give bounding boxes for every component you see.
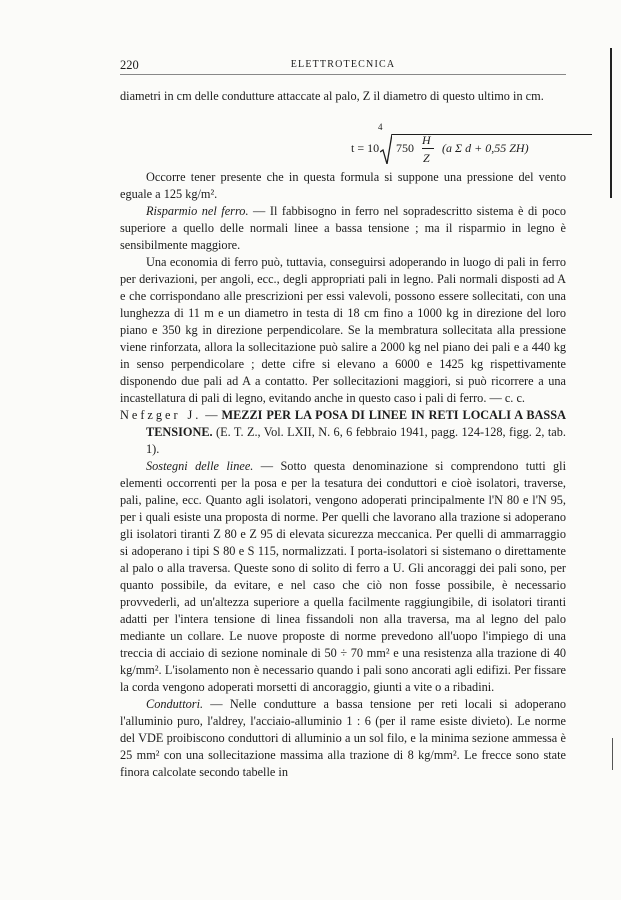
formula-denominator: Z: [423, 151, 430, 165]
page-number: 220: [120, 58, 139, 72]
formula-rest: (a Σ d + 0,55 ZH): [442, 141, 529, 155]
paragraph-sostegni: Sostegni delle linee. — Sotto questa denominazione si comprendono tutti gli elementi occorrenti per la posa e per la tesatura dei conduttori e cioè isolatori, traverse, pali, paline, ecc. Quanto agli isolatori, vengono adoperati principalmente l'N 80 e l'N 95, per i quali esiste una proposta di norme. Per quelli che lavorano alla trazione si adoperano gli isolatori tiranti Z 80 e Z 95 di elevata sicurezza meccanica. Per quelli di ammarraggio si adoperano i tipi S 80 e S 115, normalizzati. I porta-isolatori si sistemano o direttamente al palo o alla traversa. Queste sono di solito di ferro a U. Gli ancoraggi dei pali sono, per quanto possibile, da evitare, e nel caso che ciò non fosse possibile, è necessario provvederli, ad un'altezza superiore a quella facilmente raggiungibile, di isolatori tiranti adatti per l'intera tensione di linea fissandoli non alla traversa, ma al legno del palo mediante un collare. Le nuove proposte di norme prevedono all'uopo l'impiego di una treccia di acciaio di sezione nominale di 50 ÷ 70 mm² e una resistenza alla trazione di 40 kg/mm². L'isolamento non è necessario quando i pali sono ancorati agli edifizi. Per fissare la corda vengono adoperati morsetti di ancoraggio, giunti a vite o a ribadini.: [120, 459, 567, 694]
header-rule: [120, 74, 566, 75]
page-edge-mark: [610, 48, 612, 198]
subhead-sostegni: Sostegni delle linee.: [146, 459, 254, 473]
running-title: ELETTROTECNICA: [290, 59, 396, 70]
radical-sign: [380, 134, 392, 164]
paragraph-pressure: Occorre tener presente che in questa formula si suppone una pressione del vento eguale a 125 kg/m².: [120, 170, 566, 201]
page-header: [120, 58, 566, 74]
article-title: MEZZI PER LA POSA DI LINEE IN RETI LOCALI A BASSA TENSIONE.: [146, 408, 566, 439]
formula-root-index: 4: [378, 122, 383, 132]
formula-numerator: H: [422, 133, 431, 147]
subhead-risparmio: Risparmio nel ferro.: [146, 204, 249, 218]
formula-lhs: t = 10: [351, 141, 380, 155]
fraction-bar: [422, 148, 434, 149]
formula: [120, 107, 566, 169]
paragraph-economia: Una economia di ferro può, tuttavia, conseguirsi adoperando in luogo di pali in ferro per derivazioni, per angoli, ecc., degli appropriati pali in legno. Pali normali disposti ad A e che corrispondano alle prescrizioni per essi valevoli, possono essere sollecitati, con una lunghezza di 11 m e un diametro in testa di 18 cm fino a 1000 kg in direzione del loro piano e 350 kg in direzione perpendicolare. Se la membratura sollecitata alla pressione viene rinforzata, allora la sollecitazione può salire a 2000 kg nel piano dei pali e a 440 kg in senso perpendicolare ; dette cifre si elevano a 6000 e 1425 kg rispettivamente disponendo due pali ad A a contatto. Per sollecitazioni maggiori, si può ricorrere a una incastellatura di pali di legno, evitando anche in questo caso i pali di ferro. — c. c.: [120, 255, 566, 405]
subhead-conduttori: Conduttori.: [146, 697, 204, 711]
page-body: [120, 88, 566, 781]
article-author: Nefzger J.: [120, 408, 202, 422]
article-citation: (E. T. Z., Vol. LXII, N. 6, 6 febbraio 1941, pagg. 124-128, figg. 2, tab. 1).: [146, 425, 566, 456]
paragraph-continuation: diametri in cm delle condutture attaccate al palo, Z il diametro di questo ultimo in cm.: [120, 89, 544, 103]
paragraph-risparmio: Risparmio nel ferro. — Il fabbisogno in ferro nel sopradescritto sistema è di poco superiore a quello delle normali linee a bassa tensione ; ma il risparmio in legno è sensibilmente maggiore.: [120, 204, 567, 252]
article-heading: Nefzger J. — MEZZI PER LA POSA DI LINEE IN RETI LOCALI A BASSA TENSIONE. (E. T. Z., Vol. LXII, N. 6, 6 febbraio 1941, pagg. 124-128, figg. 2, tab. 1).: [120, 408, 566, 456]
formula-coefficient: 750: [396, 141, 414, 155]
paragraph-conduttori: Conduttori. — Nelle condutture a bassa tensione per reti locali si adoperano l'alluminio puro, l'aldrey, l'acciaio-alluminio 1 : 6 (per il rame esiste divieto). Le norme del VDE proibiscono conduttori di alluminio a un sol filo, e la minima sezione ammessa è 25 mm² con una sollecitazione massima alla trazione di 8 kg/mm². Le frecce sono state finora calcolate secondo tabelle in: [120, 697, 566, 779]
page-edge-mark-lower: [612, 738, 613, 770]
